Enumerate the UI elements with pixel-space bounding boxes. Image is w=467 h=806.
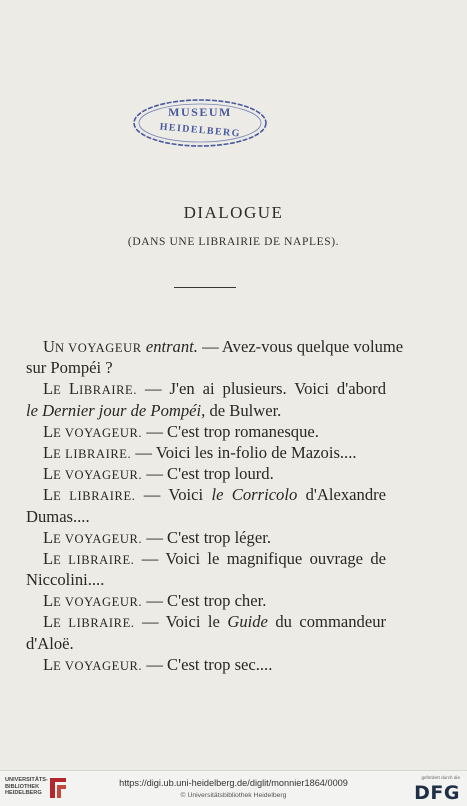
book-title: Guide: [227, 612, 268, 632]
line-text: sur Pompéi ?: [26, 358, 113, 378]
speaker-label: LE LIBRAIRE.: [43, 379, 137, 399]
library-logo-text: UNIVERSITÄTS-BIBLIOTHEK HEIDELBERG: [5, 777, 48, 797]
line-text: — Voici les in-folio de Mazois....: [135, 442, 357, 462]
speaker-label: LE VOYAGEUR.: [43, 464, 143, 484]
line-text: Dumas....: [26, 506, 90, 526]
speaker-label: LE VOYAGEUR.: [43, 591, 143, 611]
dialogue-line: [26, 527, 386, 548]
line-text: — Avez-vous quelque volume: [202, 337, 404, 356]
speaker-label: LE VOYAGEUR.: [43, 421, 143, 441]
line-text: — C'est trop sec....: [146, 654, 273, 674]
museum-stamp: [132, 98, 268, 148]
line-text: Niccolini....: [26, 570, 105, 590]
speaker-label: LE VOYAGEUR.: [43, 527, 143, 547]
line-text: d'Aloë.: [26, 633, 74, 653]
dialogue-line: [26, 400, 386, 421]
book-title: le Dernier jour de Pompéi,: [26, 400, 206, 420]
divider-rule: [174, 287, 236, 288]
page-title: DIALOGUE: [183, 203, 284, 222]
dialogue-line: [26, 463, 386, 484]
dialogue-line: [26, 442, 386, 463]
speaker-label: UN VOYAGEUR: [43, 337, 142, 356]
dfg-logo: DFG: [414, 782, 460, 804]
dialogue-line: [26, 506, 386, 527]
viewer-footer: [0, 770, 467, 806]
stamp-line1: MUSEUM: [168, 105, 232, 119]
line-text: — C'est trop cher.: [146, 591, 267, 611]
speaker-label: LE LIBRAIRE.: [43, 548, 135, 568]
line-text: de Bulwer.: [209, 400, 282, 420]
book-title: le Corricolo: [211, 485, 298, 505]
dialogue-line: [26, 378, 386, 399]
dialogue-line: [26, 654, 386, 675]
permalink-url[interactable]: https://digi.ub.uni-heidelberg.de/diglit/monnier1864/0009: [119, 778, 348, 788]
speaker-label: LE LIBRAIRE.: [43, 612, 135, 632]
stage-direction: entrant.: [145, 337, 198, 356]
line-text: du commandeur: [275, 612, 387, 632]
line-text: — Voici le: [142, 612, 220, 632]
speaker-label: LE LIBRAIRE.: [43, 485, 136, 505]
dialogue-line: [26, 590, 386, 611]
funding-note: gefördert durch die: [421, 775, 460, 780]
dialogue-text: [26, 336, 404, 675]
line-text: — C'est trop léger.: [146, 527, 271, 547]
line-text: — C'est trop lourd.: [146, 464, 274, 484]
dialogue-line: [26, 633, 386, 654]
speaker-label: LE VOYAGEUR.: [43, 654, 143, 674]
dialogue-line: [26, 357, 386, 378]
line-text: — J'en ai plusieurs. Voici d'abord: [144, 379, 387, 399]
dialogue-line: [26, 569, 386, 590]
page-subtitle: (DANS UNE LIBRAIRIE DE NAPLES).: [127, 236, 340, 248]
line-text: d'Alexandre: [305, 485, 387, 505]
line-text: — C'est trop romanesque.: [146, 421, 319, 441]
line-text: — Voici: [143, 485, 204, 505]
dialogue-line: [26, 336, 404, 357]
stamp-oval-icon: [132, 98, 268, 148]
speaker-label: LE LIBRAIRE.: [43, 442, 132, 462]
dialogue-line: [26, 548, 386, 569]
dialogue-line: [26, 421, 386, 442]
copyright-notice: © Universitätsbibliothek Heidelberg: [180, 792, 287, 799]
stamp-line2: HEIDELBERG: [159, 121, 242, 140]
dialogue-line: [26, 484, 386, 505]
dialogue-line: [26, 611, 386, 632]
line-text: — Voici le magnifique ouvrage de: [141, 548, 387, 568]
